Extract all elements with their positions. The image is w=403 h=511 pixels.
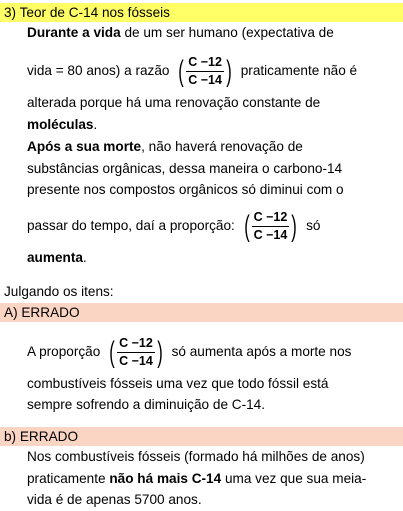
bold-moleculas: moléculas xyxy=(27,117,94,132)
bold-aumenta: aumenta xyxy=(27,250,83,265)
p2-line-2: substâncias orgânicas, dessa maneira o carbono-14 xyxy=(27,161,343,176)
p1-line-4: moléculas. xyxy=(27,117,98,132)
fraction-denominator: C −14 xyxy=(188,73,222,87)
item-b-line-3: vida é de apenas 5700 anos. xyxy=(27,492,202,507)
p2-line-3: presente nos compostos orgânicos só diminui com o xyxy=(27,182,344,197)
item-a-line-1: A proporção ( $\frac{C -12}{C -14}$ ) só aumenta após a morte nos xyxy=(27,335,352,369)
item-a-line-3: sempre sofrendo a diminuição de C-14. xyxy=(27,397,266,412)
section-3-heading: 3) Teor de C-14 nos fósseis xyxy=(0,3,403,22)
p1-line-3: alterada porque há uma renovação constante de xyxy=(27,95,321,110)
bold-apos-a-sua-morte: Após a sua morte xyxy=(27,139,142,154)
bold-nao-ha-mais-c14: não há mais C-14 xyxy=(109,471,222,486)
item-b-line-1: Nos combustíveis fósseis (formado há milhões de anos) xyxy=(27,449,365,464)
fraction-numerator: C −12 xyxy=(253,210,288,224)
fraction-denominator: C −14 xyxy=(119,354,153,368)
judging-label: Julgando os itens: xyxy=(4,284,114,299)
item-a-heading: A) ERRADO xyxy=(0,303,403,322)
fraction-denominator: C −14 xyxy=(253,228,288,242)
p1-line-2: vida = 80 anos) a razão ( $\frac{C -12}{C -14}$ ) praticamente não é xyxy=(27,54,358,88)
p2-line-5: aumenta. xyxy=(27,250,87,265)
ratio-fraction-2: ( $\frac{C -12}{C -14}$ ) xyxy=(243,209,298,243)
p2-line-1: Após a sua morte, não haverá renovação de xyxy=(27,139,303,154)
item-b-line-2: praticamente não há mais C-14 uma vez que sua meia- xyxy=(27,471,367,486)
ratio-fraction-1: ( $\frac{C -12}{C -14}$ ) xyxy=(178,54,232,88)
p1-line-1: Durante a vida de um ser humano (expectativa de xyxy=(27,25,334,40)
p2-line-4: passar do tempo, daí a proporção: ( $\frac{C -12}{C -14}$ ) só xyxy=(27,209,321,243)
ratio-fraction-3: ( $\frac{C -12}{C -14}$ ) xyxy=(109,335,163,369)
item-a-line-2: combustíveis fósseis uma vez que todo fóssil está xyxy=(27,376,329,391)
bold-durante-a-vida: Durante a vida xyxy=(27,25,121,40)
item-b-heading: b) ERRADO xyxy=(0,427,403,446)
fraction-numerator: C −12 xyxy=(119,336,153,350)
fraction-numerator: C −12 xyxy=(188,55,222,69)
